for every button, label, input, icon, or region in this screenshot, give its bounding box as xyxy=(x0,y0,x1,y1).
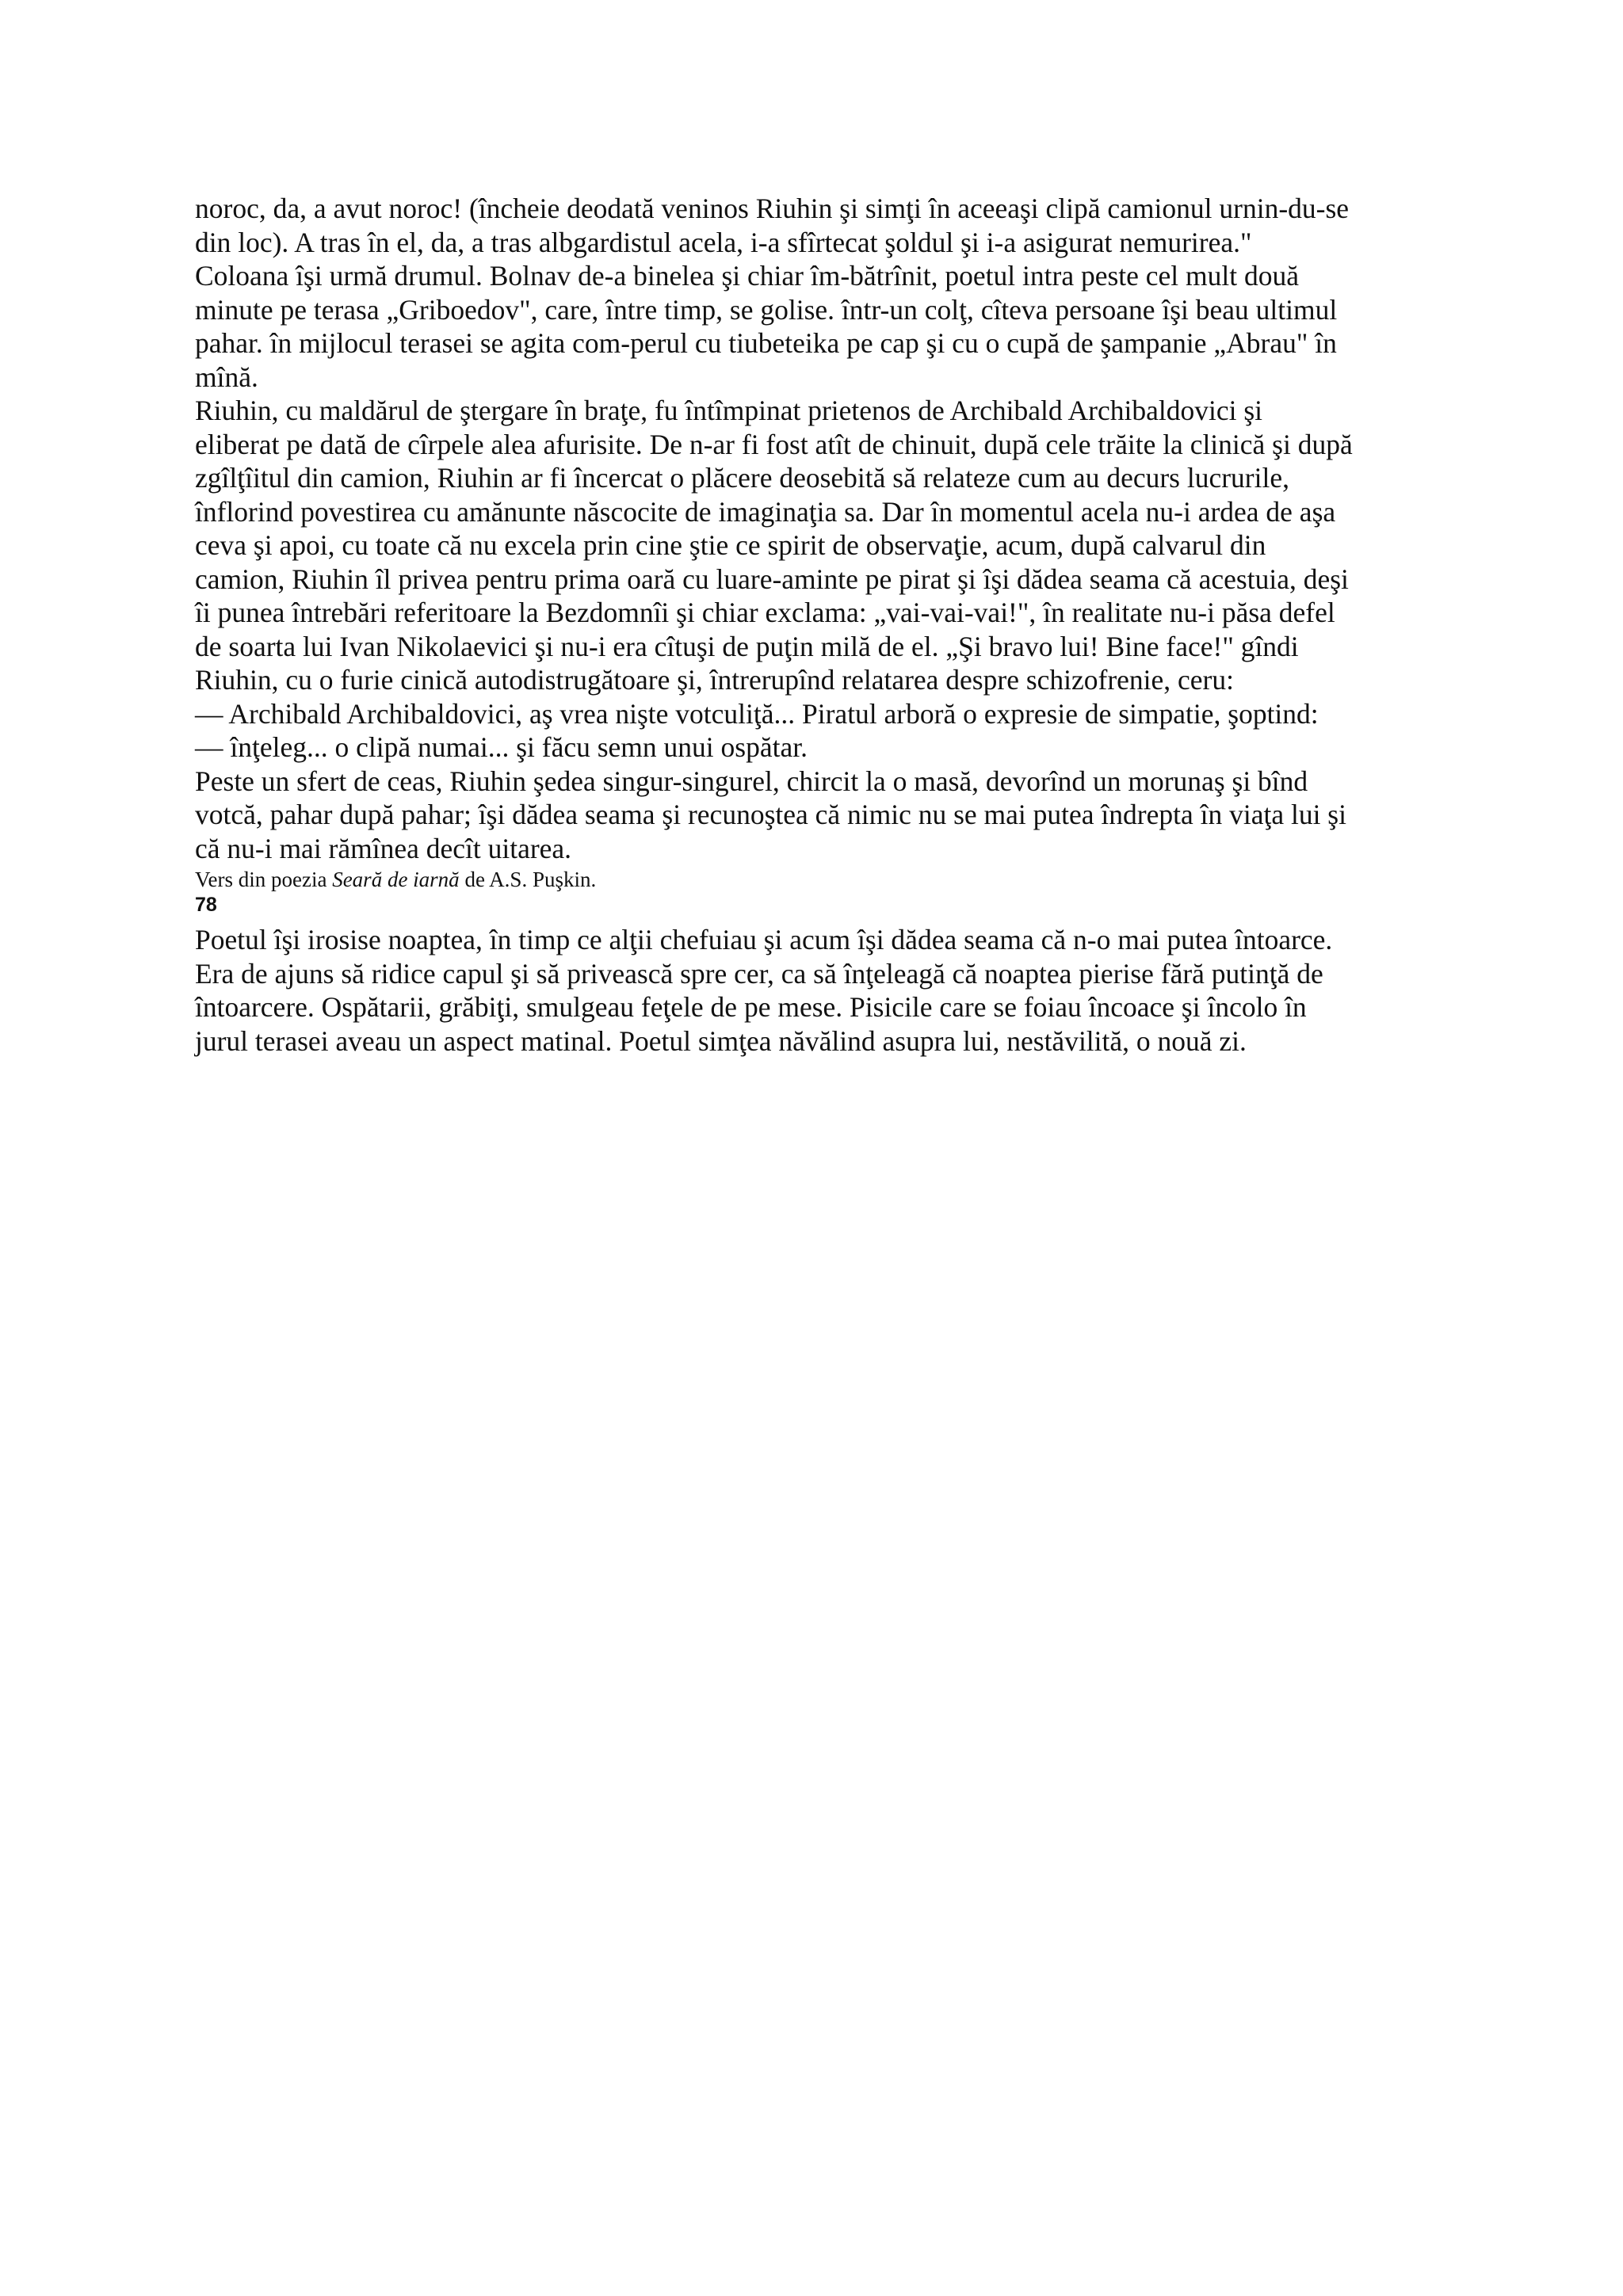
footnote-poem-title: Seară de iarnă xyxy=(332,868,460,891)
text-line: că nu-i mai rămînea decît uitarea. xyxy=(195,832,572,864)
dialogue-line xyxy=(195,697,1447,731)
document-page xyxy=(195,192,1447,1058)
text-before-footnote xyxy=(195,192,1447,865)
text-line: ceva şi apoi, cu toate că nu excela prin cine ştie ce spirit de observaţie, acum, după calvarul din xyxy=(195,529,1266,561)
text-line: minute pe terasa „Griboedov", care, între timp, se golise. într-un colţ, cîteva persoane îşi beau ultimul xyxy=(195,293,1338,326)
text-line: votcă, pahar după pahar; îşi dădea seama şi recunoştea că nimic nu se mai putea îndrepta în viaţa lui şi xyxy=(195,799,1346,830)
text-line: pahar. în mijlocul terasei se agita com-perul cu tiubeteika pe cap şi cu o cupă de şampanie „Abrau" în xyxy=(195,327,1337,359)
footnote-prefix: Vers din poezia xyxy=(195,868,333,891)
text-line: înflorind povestirea cu amănunte născocite de imaginaţia sa. Dar în momentul acela nu-i ardea de aşa xyxy=(195,495,1336,528)
dialogue-line xyxy=(195,730,1447,765)
text-line: îi punea întrebări referitoare la Bezdomnîi şi chiar exclama: „vai-vai-vai!", în realitate nu-i păsa defel xyxy=(195,597,1335,628)
paragraph xyxy=(195,923,1447,1058)
text-line: — Archibald Archibaldovici, aş vrea nişte votculiţă... Piratul arboră o expresie de simpatie, şoptind: xyxy=(195,697,1319,730)
text-line: Peste un sfert de ceas, Riuhin şedea singur-singurel, chircit la o masă, devorînd un morunaş şi bînd xyxy=(195,765,1308,797)
text-line: Riuhin, cu maldărul de ştergare în braţe, fu întîmpinat prietenos de Archibald Archibaldovici şi xyxy=(195,395,1263,426)
text-line: de soarta lui Ivan Nikolaevici şi nu-i era cîtuşi de puţin milă de el. „Şi bravo lui! Bine face!" gîndi xyxy=(195,630,1299,662)
text-line: — înţeleg... o clipă numai... şi făcu semn unui ospătar. xyxy=(195,731,808,763)
text-line: noroc, da, a avut noroc! (încheie deodată veninos Riuhin şi simţi în aceeaşi clipă camionul urnin-du-se xyxy=(195,193,1350,224)
text-line: din loc). A tras în el, da, a tras albgardistul acela, i-a sfîrtecat şoldul şi i-a asigurat nemurirea." xyxy=(195,226,1252,258)
footnote xyxy=(195,867,1447,893)
text-after-footnote xyxy=(195,923,1447,1058)
paragraph xyxy=(195,394,1447,697)
footnote-suffix: de A.S. Puşkin. xyxy=(459,868,597,891)
text-line: întoarcere. Ospătarii, grăbiţi, smulgeau feţele de pe mese. Pisicile care se foiau încoace şi încolo în xyxy=(195,991,1307,1023)
text-line: mînă. xyxy=(195,360,258,393)
text-line: camion, Riuhin îl privea pentru prima oară cu luare-aminte pe pirat şi îşi dădea seama că acestuia, deşi xyxy=(195,563,1349,595)
text-line: eliberat pe dată de cîrpele alea afurisite. De n-ar fi fost atît de chinuit, după cele trăite la clinică şi după xyxy=(195,428,1353,460)
text-line: Era de ajuns să ridice capul şi să privească spre cer, ca să înţeleagă că noaptea pierise fără putinţă de xyxy=(195,957,1323,990)
text-line: Riuhin, cu o furie cinică autodistrugătoare şi, întrerupînd relatarea despre schizofrenie, ceru: xyxy=(195,664,1234,696)
paragraph xyxy=(195,192,1447,259)
text-line: Coloana îşi urmă drumul. Bolnav de-a binelea şi chiar îm-bătrînit, poetul intra peste cel mult două xyxy=(195,260,1299,292)
text-line: zgîlţîitul din camion, Riuhin ar fi încercat o plăcere deosebită să relateze cum au decurs lucrurile, xyxy=(195,462,1289,494)
text-line: jurul terasei aveau un aspect matinal. Poetul simţea năvălind asupra lui, nestăvilită, o nouă zi. xyxy=(195,1024,1247,1057)
paragraph xyxy=(195,259,1447,394)
text-line: Poetul îşi irosise noaptea, în timp ce alţii chefuiau şi acum îşi dădea seama că n-o mai putea întoarce. xyxy=(195,924,1333,955)
paragraph xyxy=(195,765,1447,866)
page-number: 78 xyxy=(195,894,217,916)
